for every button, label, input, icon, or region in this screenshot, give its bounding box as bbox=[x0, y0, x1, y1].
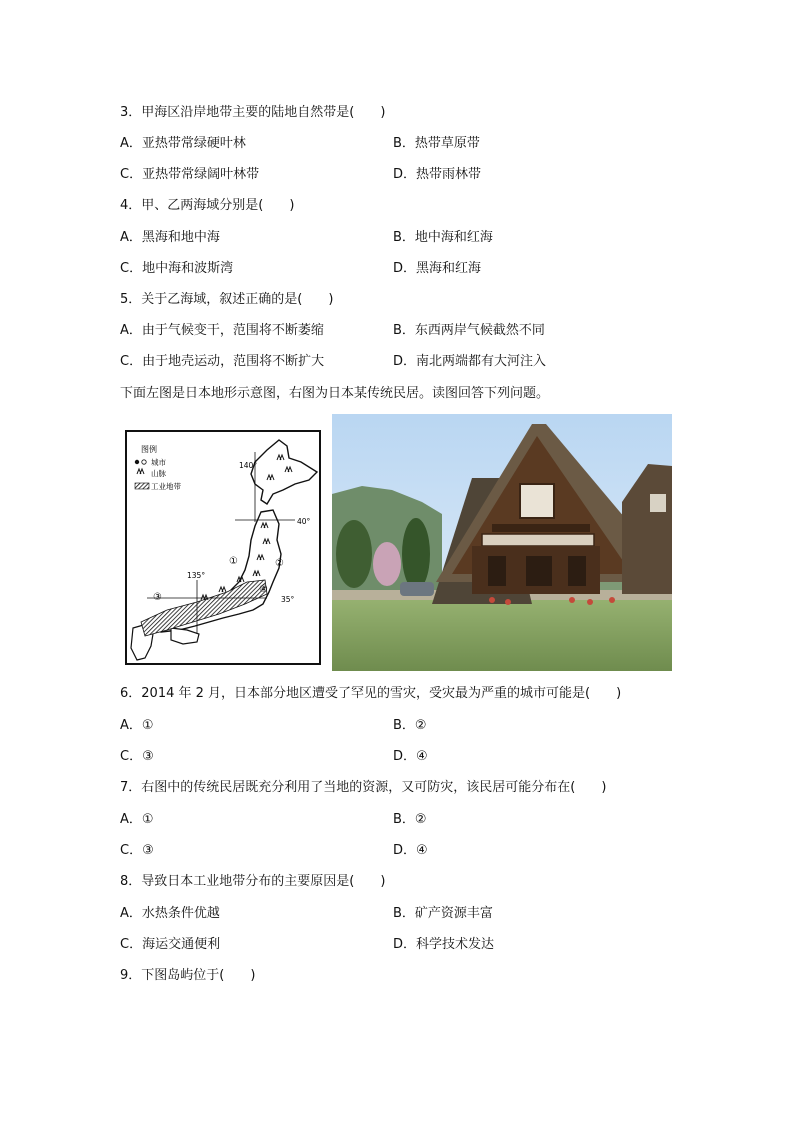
question-8-option-c: C．海运交通便利 bbox=[120, 937, 221, 952]
label-lon-140: 140° bbox=[239, 461, 258, 470]
question-4-option-d: D．黑海和红海 bbox=[393, 261, 482, 276]
japan-terrain-map bbox=[125, 430, 321, 665]
question-5-option-c: C．由于地壳运动，范围将不断扩大 bbox=[120, 354, 325, 369]
legend-city-circle bbox=[142, 460, 146, 464]
question-8-option-b: B．矿产资源丰富 bbox=[393, 906, 493, 921]
question-5-option-a: A．由于气候变干，范围将不断萎缩 bbox=[120, 323, 324, 338]
question-8-stem: 8．导致日本工业地带分布的主要原因是( ) bbox=[120, 874, 386, 889]
eave-awning bbox=[482, 534, 594, 546]
label-lon-135: 135° bbox=[187, 571, 206, 580]
question-3-option-a: A．亚热带常绿硬叶林 bbox=[120, 136, 246, 151]
question-5-option-d: D．南北两端都有大河注入 bbox=[393, 354, 547, 369]
question-6-option-c: C．③ bbox=[120, 749, 154, 764]
blossom-tree bbox=[373, 542, 401, 586]
question-6-option-d: D．④ bbox=[393, 749, 428, 764]
section-intro: 下面左图是日本地形示意图，右图为日本某传统民居。读图回答下列问题。 bbox=[120, 386, 550, 401]
question-7-stem: 7．右图中的传统民居既充分利用了当地的资源，又可防灾，该民居可能分布在( ) bbox=[120, 780, 607, 795]
door-left bbox=[488, 556, 506, 586]
car bbox=[400, 582, 434, 596]
legend-mountain-label: 山脉 bbox=[151, 469, 166, 478]
question-3-option-d: D．热带雨林带 bbox=[393, 167, 482, 182]
right-house-window bbox=[650, 494, 666, 512]
question-7-option-c: C．③ bbox=[120, 843, 154, 858]
question-5-option-b: B．东西两岸气候截然不同 bbox=[393, 323, 545, 338]
question-3-stem: 3．甲海区沿岸地带主要的陆地自然带是( ) bbox=[120, 105, 386, 120]
house-illustration bbox=[332, 414, 672, 671]
gable-window bbox=[520, 484, 554, 518]
question-7-option-d: D．④ bbox=[393, 843, 428, 858]
label-lat-35: 35° bbox=[281, 595, 295, 604]
question-8-option-d: D．科学技术发达 bbox=[393, 937, 495, 952]
japan-map-svg bbox=[127, 432, 319, 663]
question-9-stem: 9．下图岛屿位于( ) bbox=[120, 968, 256, 983]
question-3-option-c: C．亚热带常绿阔叶林带 bbox=[120, 167, 260, 182]
question-6-option-a: A．① bbox=[120, 718, 154, 733]
shikoku-outline bbox=[171, 628, 199, 644]
hokkaido-outline bbox=[251, 440, 317, 504]
question-6-option-b: B．② bbox=[393, 718, 427, 733]
question-7-option-b: B．② bbox=[393, 812, 427, 827]
traditional-house-photo bbox=[332, 414, 672, 671]
door-center bbox=[526, 556, 552, 586]
legend-title: 图例 bbox=[141, 445, 157, 454]
question-4-stem: 4．甲、乙两海域分别是( ) bbox=[120, 198, 295, 213]
legend-mountain-icon bbox=[137, 469, 144, 474]
marker-3: ③ bbox=[153, 592, 162, 603]
marker-1: ① bbox=[229, 556, 238, 567]
door-right bbox=[568, 556, 586, 586]
legend-industry-label: 工业地带 bbox=[151, 482, 181, 491]
legend-city-label: 城市 bbox=[151, 458, 166, 467]
question-4-option-a: A．黑海和地中海 bbox=[120, 230, 220, 245]
label-lat-40: 40° bbox=[297, 517, 311, 526]
question-3-option-b: B．热带草原带 bbox=[393, 136, 480, 151]
question-6-stem: 6．2014 年 2 月，日本部分地区遭受了罕见的雪灾，受灾最为严重的城市可能是( ) bbox=[120, 686, 622, 701]
question-7-option-a: A．① bbox=[120, 812, 154, 827]
question-5-stem: 5．关于乙海域，叙述正确的是( ) bbox=[120, 292, 334, 307]
question-4-option-b: B．地中海和红海 bbox=[393, 230, 493, 245]
legend-industry-icon bbox=[135, 483, 149, 489]
marker-4: ④ bbox=[259, 584, 268, 595]
tree-1 bbox=[336, 520, 372, 588]
question-4-option-c: C．地中海和波斯湾 bbox=[120, 261, 234, 276]
marker-2: ② bbox=[275, 558, 284, 569]
legend-city-dot bbox=[135, 460, 139, 464]
tree-2 bbox=[402, 518, 430, 590]
question-8-option-a: A．水热条件优越 bbox=[120, 906, 220, 921]
gable-beam bbox=[492, 524, 590, 532]
